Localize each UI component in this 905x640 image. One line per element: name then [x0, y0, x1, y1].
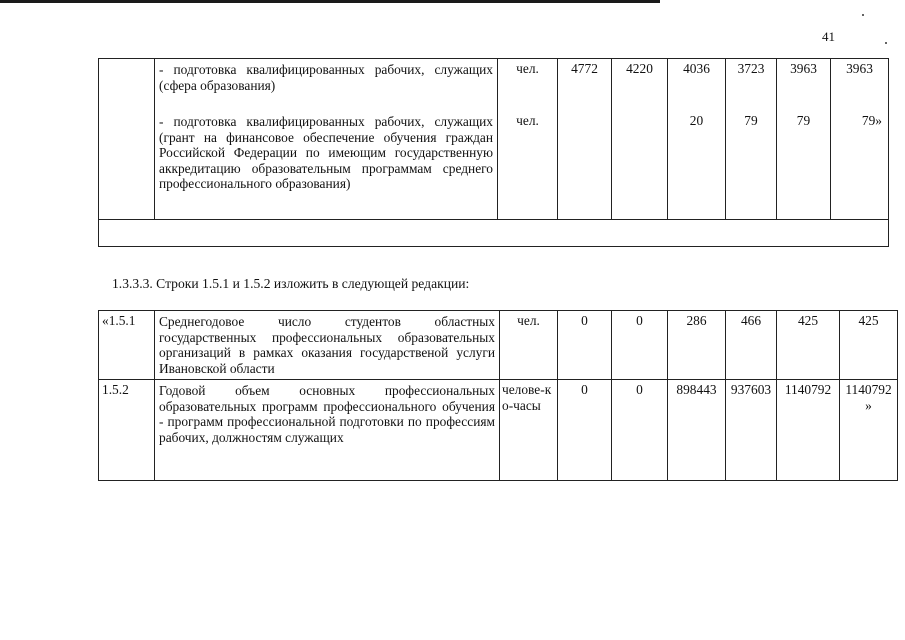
row-number: «1.5.1 [99, 311, 155, 380]
instruction-text: 1.3.3.3. Строки 1.5.1 и 1.5.2 изложить в следующей редакции: [112, 276, 470, 291]
unit-cell: чел. [500, 311, 558, 380]
value-cell: 79 [726, 111, 777, 220]
row-description: Среднегодовое число студентов областных государственных профессиональных образовательных организаций в рамках оказания государственой услуги Ивановской области [155, 311, 500, 380]
row-number: 1.5.2 [99, 380, 155, 481]
value-cell: 79» [831, 111, 889, 220]
value-cell: 79 [777, 111, 831, 220]
table-row [99, 311, 898, 380]
scan-speck [862, 14, 864, 16]
value-cell [612, 111, 668, 220]
table-row [99, 59, 889, 112]
value-cell: 3963 [777, 59, 831, 112]
value-cell: 3723 [726, 59, 777, 112]
empty-row [99, 220, 889, 247]
row-description: - подготовка квалифицированных рабочих, служащих (грант на финансовое обеспечение обучения граждан Российской Федерации по имеющим государственную аккредитацию образовательным программам среднего профессионального образования) [155, 111, 498, 220]
new-rows-table [98, 310, 898, 481]
scan-border-line [0, 0, 660, 3]
continuation-table [98, 58, 889, 247]
value-cell: 466 [726, 311, 777, 380]
row-description: Годовой объем основных профессиональных образовательных программ профессионального обучения - программ профессиональной подготовки по профессиям рабочих, должностям служащих [155, 380, 500, 481]
value-cell: 20 [668, 111, 726, 220]
value-cell: 898443 [668, 380, 726, 481]
value-cell: 1140792 [777, 380, 840, 481]
value-cell: 4772 [558, 59, 612, 112]
value-cell: 425 [840, 311, 898, 380]
value-cell: 286 [668, 311, 726, 380]
value-cell [558, 111, 612, 220]
unit-cell: чел. [498, 59, 558, 112]
value-cell: 0 [612, 380, 668, 481]
value-cell: 425 [777, 311, 840, 380]
value-cell: 4220 [612, 59, 668, 112]
unit-cell: челове-ко-часы [500, 380, 558, 481]
value-cell: 0 [612, 311, 668, 380]
value-cell: 0 [558, 311, 612, 380]
unit-cell: чел. [498, 111, 558, 220]
page-number: 41 [822, 29, 835, 44]
value-cell: 937603 [726, 380, 777, 481]
table-row [99, 111, 889, 220]
table-row [99, 220, 889, 247]
scan-speck [885, 42, 887, 44]
value-cell: 4036 [668, 59, 726, 112]
value-cell: 1140792 » [840, 380, 898, 481]
row-description: - подготовка квалифицированных рабочих, служащих (сфера образования) [155, 59, 498, 112]
value-cell: 3963 [831, 59, 889, 112]
value-cell: 0 [558, 380, 612, 481]
number-cell [99, 59, 155, 220]
table-row [99, 380, 898, 481]
